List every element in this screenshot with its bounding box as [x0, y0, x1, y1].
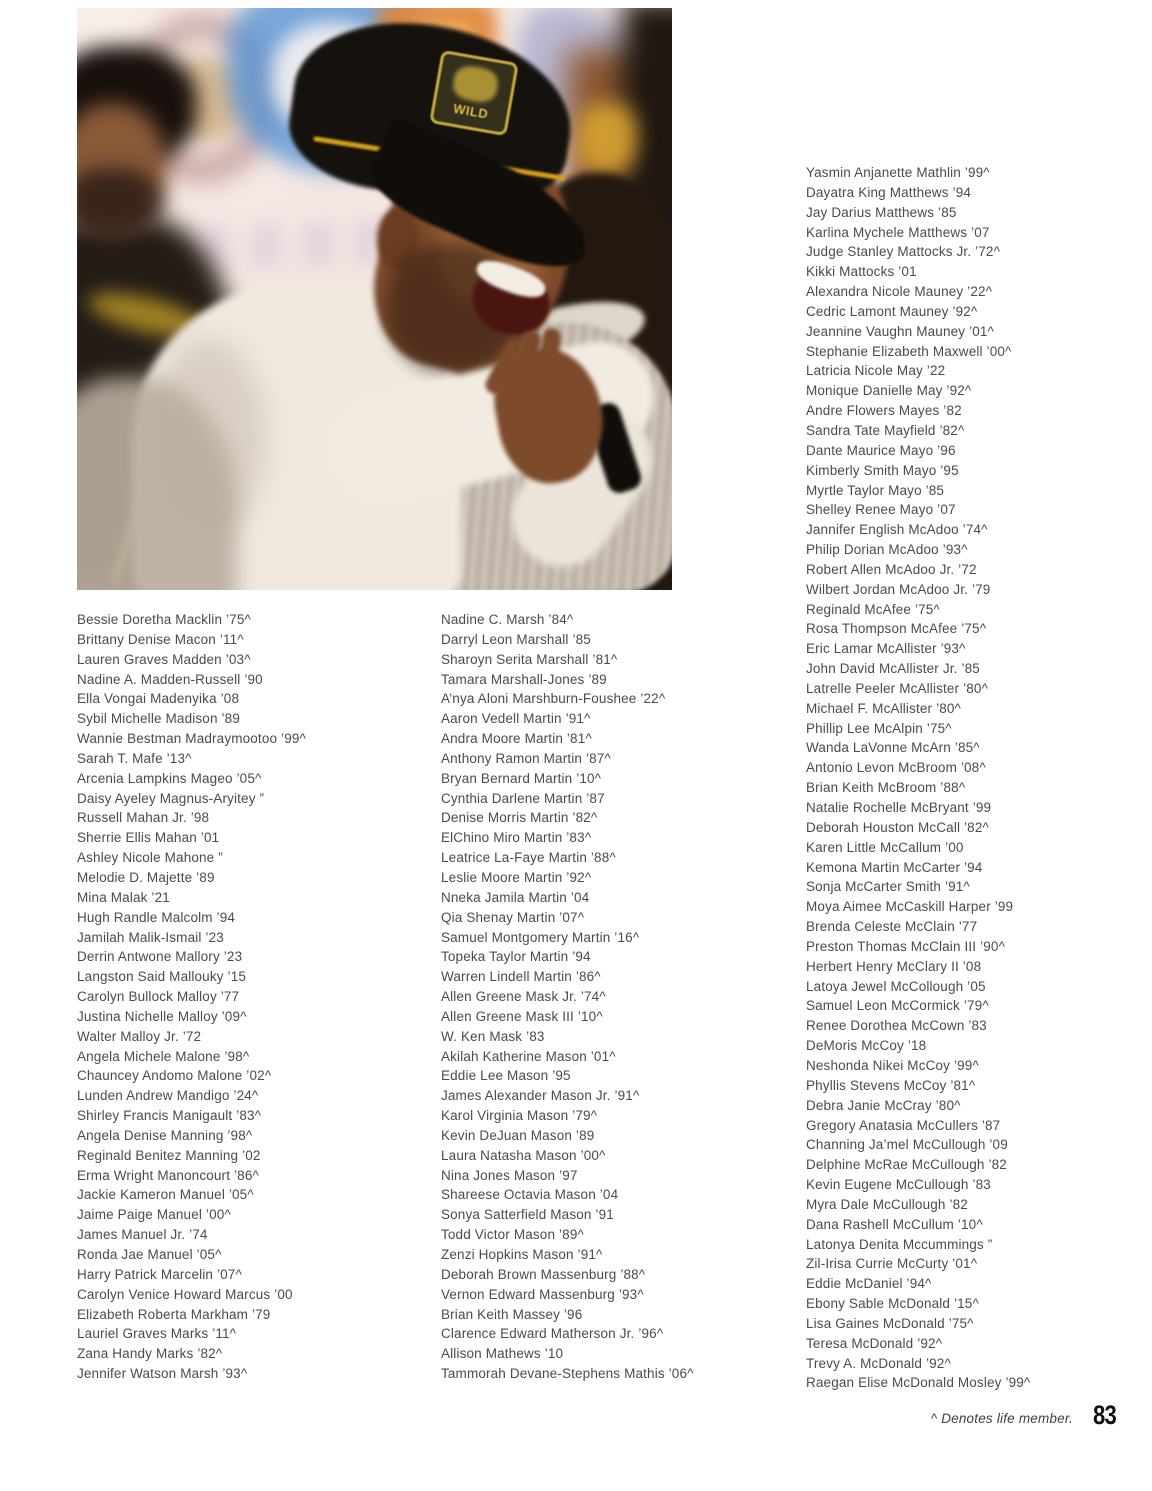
list-item: Lauriel Graves Marks ’11^ — [77, 1326, 237, 1342]
list-item: Herbert Henry McClary II ’08 — [806, 958, 982, 974]
cap-wildcats-patch — [429, 50, 519, 136]
list-item: Carolyn Bullock Malloy ’77 — [77, 989, 240, 1005]
list-item: Leatrice La-Faye Martin ’88^ — [441, 850, 616, 866]
list-item: Jay Darius Matthews ’85 — [806, 204, 957, 220]
list-item: John David McAllister Jr. ’85 — [806, 661, 980, 677]
list-item: Jannifer English McAdoo ’74^ — [806, 522, 988, 538]
list-item: Walter Malloy Jr. ’72 — [77, 1028, 202, 1044]
list-item: Sherrie Ellis Mahan ’01 — [77, 830, 220, 846]
list-item: Laura Natasha Mason ’00^ — [441, 1147, 606, 1163]
list-item: Wannie Bestman Madraymootoo ’99^ — [77, 731, 306, 747]
list-item: Jeannine Vaughn Mauney ’01^ — [806, 323, 995, 339]
cap-patch-label: WILD — [452, 100, 490, 122]
list-item: Debra Janie McCray ’80^ — [806, 1097, 961, 1113]
list-item: Allen Greene Mask III ’10^ — [441, 1008, 603, 1024]
list-item: Alexandra Nicole Mauney ’22^ — [806, 284, 993, 300]
list-item: Allen Greene Mask Jr. ’74^ — [441, 989, 606, 1005]
list-item: Brian Keith McBroom ’88^ — [806, 780, 966, 796]
list-item: Andre Flowers Mayes ’82 — [806, 403, 962, 419]
list-item: Rosa Thompson McAfee ’75^ — [806, 621, 987, 637]
list-item: Melodie D. Majette ’89 — [77, 869, 215, 885]
list-item: Deborah Brown Massenburg ’88^ — [441, 1266, 646, 1282]
list-item: Wanda LaVonne McArn ’85^ — [806, 740, 980, 756]
list-item: Brittany Denise Macon ’11^ — [77, 631, 244, 647]
list-item: Deborah Houston McCall ’82^ — [806, 819, 989, 835]
list-item: Shareese Octavia Mason ’04 — [441, 1187, 619, 1203]
list-item: Michael F. McAllister ’80^ — [806, 700, 962, 716]
list-item: Ashley Nicole Mahone ” — [77, 850, 223, 866]
list-item: Arcenia Lampkins Mageo ’05^ — [77, 770, 262, 786]
list-item: Andra Moore Martin ’81^ — [441, 731, 592, 747]
list-item: Philip Dorian McAdoo ’93^ — [806, 542, 968, 558]
list-item: Akilah Katherine Mason ’01^ — [441, 1048, 616, 1064]
list-item: Brian Keith Massey ’96 — [441, 1306, 583, 1322]
list-item: Monique Danielle May ’92^ — [806, 383, 972, 399]
list-item: Kevin Eugene McCullough ’83 — [806, 1177, 991, 1193]
list-item: Samuel Montgomery Martin ’16^ — [441, 929, 640, 945]
list-item: Clarence Edward Matherson Jr. ’96^ — [441, 1326, 664, 1342]
list-item: Derrin Antwone Mallory ’23 — [77, 949, 243, 965]
list-item: W. Ken Mask ’83 — [441, 1028, 545, 1044]
list-item: Sonja McCarter Smith ’91^ — [806, 879, 970, 895]
list-item: Aaron Vedell Martin ’91^ — [441, 711, 591, 727]
list-item: Teresa McDonald ’92^ — [806, 1335, 943, 1351]
list-item: Eddie Lee Mason ’95 — [441, 1068, 571, 1084]
name-column-middle — [441, 610, 791, 1384]
list-item: Dante Maurice Mayo ’96 — [806, 442, 956, 458]
list-item: Samuel Leon McCormick ’79^ — [806, 998, 989, 1014]
list-item: Jackie Kameron Manuel ’05^ — [77, 1187, 254, 1203]
list-item: Carolyn Venice Howard Marcus ’00 — [77, 1286, 293, 1302]
list-item: Lunden Andrew Mandigo ’24^ — [77, 1088, 259, 1104]
list-item: Eric Lamar McAllister ’93^ — [806, 641, 966, 657]
list-item: Ella Vongai Madenyika ’08 — [77, 691, 240, 707]
list-item: Shelley Renee Mayo ’07 — [806, 502, 956, 518]
list-item: A’nya Aloni Marshburn-Foushee ’22^ — [441, 691, 666, 707]
list-item: Latonya Denita Mccummings ” — [806, 1236, 993, 1252]
list-item: ElChino Miro Martin ’83^ — [441, 830, 592, 846]
list-item: Robert Allen McAdoo Jr. ’72 — [806, 561, 977, 577]
list-item: Tammorah Devane-Stephens Mathis ’06^ — [441, 1366, 694, 1382]
list-item: Moya Aimee McCaskill Harper ’99 — [806, 899, 1014, 915]
list-item: Lisa Gaines McDonald ’75^ — [806, 1315, 974, 1331]
list-item: Zenzi Hopkins Mason ’91^ — [441, 1247, 603, 1262]
list-item: Harry Patrick Marcelin ’07^ — [77, 1266, 242, 1282]
list-item: Angela Michele Malone ’98^ — [77, 1048, 250, 1064]
list-item: Cynthia Darlene Martin ’87 — [441, 790, 605, 806]
background-right-yellow-spot — [577, 103, 637, 173]
list-item: Karlina Mychele Matthews ’07 — [806, 224, 990, 240]
list-item: Todd Victor Mason ’89^ — [441, 1227, 584, 1243]
list-item: Angela Denise Manning ’98^ — [77, 1127, 253, 1143]
list-item: Mina Malak ’21 — [77, 889, 170, 905]
list-item: Brenda Celeste McClain ’77 — [806, 919, 978, 935]
list-item: Shirley Francis Manigault ’83^ — [77, 1108, 262, 1124]
list-item: Elizabeth Roberta Markham ’79 — [77, 1306, 271, 1322]
list-item: Latricia Nicole May ’22 — [806, 363, 946, 379]
list-item: Jamilah Malik-Ismail ’23 — [77, 929, 224, 945]
list-item: Zil-Irisa Currie McCurty ’01^ — [806, 1256, 978, 1272]
list-item: Eddie McDaniel ’94^ — [806, 1276, 932, 1292]
list-item: Sarah T. Mafe ’13^ — [77, 750, 192, 766]
list-item: Gregory Anatasia McCullers ’87 — [806, 1117, 1001, 1133]
list-item: Myrtle Taylor Mayo ’85 — [806, 482, 945, 498]
list-item: Bessie Doretha Macklin ’75^ — [77, 612, 251, 627]
list-item: Trevy A. McDonald ’92^ — [806, 1355, 951, 1371]
list-item: Warren Lindell Martin ’86^ — [441, 969, 601, 985]
list-item: Dayatra King Matthews ’94 — [806, 184, 972, 200]
list-item: DeMoris McCoy ’18 — [806, 1038, 927, 1054]
list-item: Jaime Paige Manuel ’00^ — [77, 1207, 231, 1223]
list-item: Leslie Moore Martin ’92^ — [441, 869, 592, 885]
list-item: Kemona Martin McCarter ’94 — [806, 859, 983, 875]
list-item: Kevin DeJuan Mason ’89 — [441, 1127, 595, 1143]
list-item: Latoya Jewel McCollough ’05 — [806, 978, 986, 994]
list-item: Karol Virginia Mason ’79^ — [441, 1108, 598, 1124]
list-item: Justina Nichelle Malloy ’09^ — [77, 1008, 247, 1024]
list-item: Myra Dale McCullough ’82 — [806, 1196, 968, 1212]
list-item: Langston Said Mallouky ’15 — [77, 969, 247, 985]
list-item: Karen Little McCallum ’00 — [806, 839, 964, 855]
list-item: Judge Stanley Mattocks Jr. ’72^ — [806, 244, 1001, 260]
list-item: Wilbert Jordan McAdoo Jr. ’79 — [806, 581, 991, 597]
life-member-footnote: ^ Denotes life member. — [930, 1411, 1073, 1426]
list-item: Latrelle Peeler McAllister ’80^ — [806, 680, 989, 696]
list-item: Sybil Michelle Madison ’89 — [77, 711, 240, 727]
list-item: Allison Mathews ’10 — [441, 1346, 564, 1362]
list-item: Jennifer Watson Marsh ’93^ — [77, 1366, 248, 1382]
list-item: Neshonda Nikei McCoy ’99^ — [806, 1057, 979, 1073]
name-column-left — [77, 610, 427, 1384]
list-item: Anthony Ramon Martin ’87^ — [441, 750, 611, 766]
list-item: James Manuel Jr. ’74 — [77, 1227, 208, 1243]
list-item: Nneka Jamila Martin ’04 — [441, 889, 590, 905]
background-person-beard — [77, 168, 162, 238]
list-item: Chauncey Andomo Malone ’02^ — [77, 1068, 272, 1084]
list-item: Sonya Satterfield Mason ’91 — [441, 1207, 614, 1223]
list-item: Natalie Rochelle McBryant ’99 — [806, 800, 992, 815]
list-item: Reginald Benitez Manning ’02 — [77, 1147, 261, 1163]
list-item: Phillip Lee McAlpin ’75^ — [806, 720, 952, 736]
list-item: Topeka Taylor Martin ’94 — [441, 949, 591, 965]
list-item: Kikki Mattocks ’01 — [806, 264, 917, 280]
list-item: Raegan Elise McDonald Mosley ’99^ — [806, 1375, 1031, 1391]
list-item: Zana Handy Marks ’82^ — [77, 1346, 223, 1362]
list-item: Nadine A. Madden-Russell ’90 — [77, 671, 263, 687]
list-item: Reginald McAfee ’75^ — [806, 601, 940, 617]
list-item: Delphine McRae McCullough ’82 — [806, 1157, 1007, 1173]
cap-patch-artwork — [451, 64, 500, 105]
list-item: Phyllis Stevens McCoy ’81^ — [806, 1077, 976, 1093]
list-item: Darryl Leon Marshall ’85 — [441, 631, 591, 647]
list-item: Bryan Bernard Martin ’10^ — [441, 770, 602, 786]
list-item: Stephanie Elizabeth Maxwell ’00^ — [806, 343, 1012, 359]
list-item: Daisy Ayeley Magnus-Aryitey ” — [77, 790, 265, 806]
list-item: Kimberly Smith Mayo ’95 — [806, 462, 959, 478]
list-item: Antonio Levon McBroom ’08^ — [806, 760, 986, 776]
list-item: Sharoyn Serita Marshall ’81^ — [441, 651, 618, 667]
list-item: Tamara Marshall-Jones ’89 — [441, 671, 607, 687]
list-item: Yasmin Anjanette Mathlin ’99^ — [806, 165, 990, 180]
list-item: Hugh Randle Malcolm ’94 — [77, 909, 236, 925]
alumni-event-photo — [77, 8, 672, 590]
list-item: Denise Morris Martin ’82^ — [441, 810, 598, 826]
list-item: Nina Jones Mason ’97 — [441, 1167, 578, 1183]
list-item: Ronda Jae Manuel ’05^ — [77, 1247, 222, 1262]
name-column-right — [806, 163, 1152, 1393]
list-item: Lauren Graves Madden ’03^ — [77, 651, 251, 667]
list-item: James Alexander Mason Jr. ’91^ — [441, 1088, 640, 1104]
list-item: Dana Rashell McCullum ’10^ — [806, 1216, 983, 1232]
list-item: Ebony Sable McDonald ’15^ — [806, 1296, 979, 1312]
page-number: 83 — [1093, 1400, 1116, 1430]
list-item: Sandra Tate Mayfield ’82^ — [806, 422, 965, 438]
list-item: Erma Wright Manoncourt ’86^ — [77, 1167, 259, 1183]
list-item: Vernon Edward Massenburg ’93^ — [441, 1286, 644, 1302]
list-item: Nadine C. Marsh ’84^ — [441, 612, 574, 627]
list-item: Renee Dorothea McCown ’83 — [806, 1018, 987, 1034]
list-item: Qia Shenay Martin ’07^ — [441, 909, 585, 925]
list-item: Cedric Lamont Mauney ’92^ — [806, 303, 978, 319]
list-item: Russell Mahan Jr. ’98 — [77, 810, 210, 826]
list-item: Preston Thomas McClain III ’90^ — [806, 938, 1006, 954]
list-item: Channing Ja’mel McCullough ’09 — [806, 1137, 1008, 1153]
